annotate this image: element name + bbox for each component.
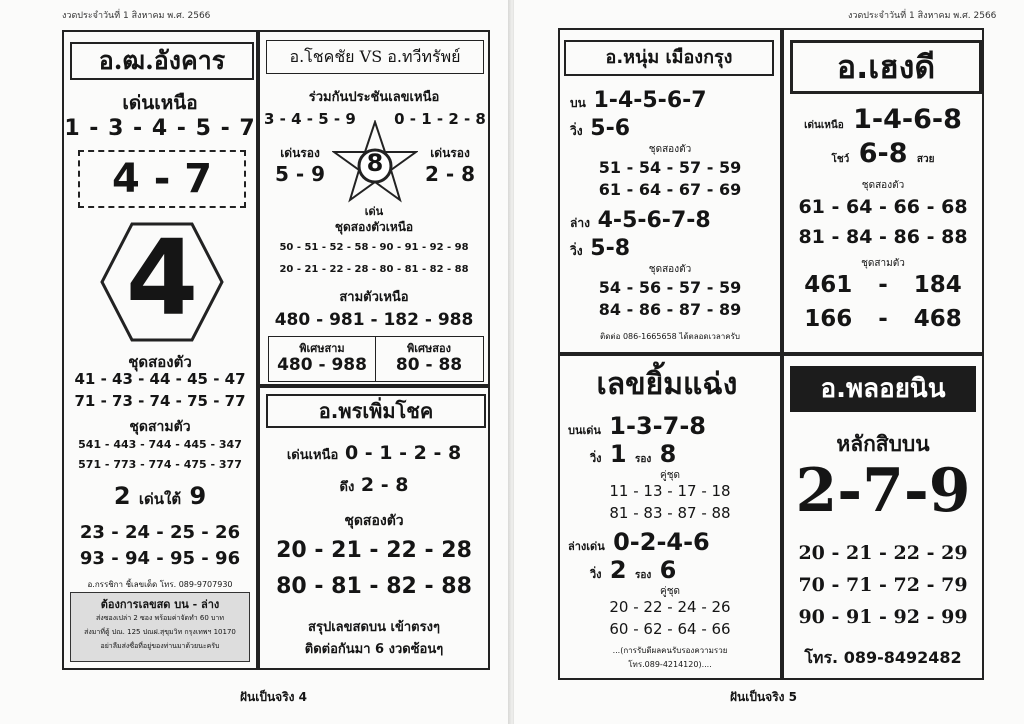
three-row-1-dash: - <box>878 272 888 298</box>
three-label: ชุดสามตัว <box>129 419 191 435</box>
three-row: 480 - 981 - 182 - 988 <box>274 310 474 330</box>
bottom-run: 5-8 <box>590 236 631 261</box>
right-page <box>514 0 1024 724</box>
left-pair: 5 - 9 <box>274 162 326 186</box>
three-label: สามตัวเหนือ <box>339 290 409 305</box>
top-label: บนเด่น <box>568 424 601 437</box>
single-digit: 4 <box>125 217 199 339</box>
right-label: เด่นรอง <box>430 146 470 160</box>
lead-low-label: เด่นใต้ <box>138 490 182 508</box>
bottom-run-sub: รอง <box>634 570 652 581</box>
bottom-run-label: วิ่ง <box>590 568 602 581</box>
star-label: เด่น <box>364 205 384 218</box>
two-row-1: 41 - 43 - 44 - 45 - 47 <box>74 370 246 388</box>
lead-low <box>64 482 256 511</box>
low-row-2: 93 - 94 - 95 - 96 <box>79 548 241 569</box>
pair-value: 4 - 7 <box>111 156 213 202</box>
run-line <box>590 440 770 468</box>
run-label: วิ่ง <box>590 452 602 465</box>
column-num-muangkrung <box>558 28 782 354</box>
two-label: ชุดสองตัว <box>344 513 404 529</box>
column-title: อ.พรเพิ่มโชค <box>266 394 486 428</box>
column-hengdee <box>782 28 984 354</box>
lead-digits: 1-4-6-8 <box>853 104 962 135</box>
three-row-1-a: 461 <box>804 272 853 298</box>
row-3: 90 - 91 - 92 - 99 <box>798 606 968 628</box>
ad-line-2: ส่งมาที่ตู้ ปณ. 125 ปณฝ.สุขุมวิท กรุงเทพฯ 10170 <box>84 628 236 636</box>
three-row-2-a: 166 <box>804 306 853 332</box>
three-row-1 <box>784 272 982 298</box>
three-row-2: 571 - 773 - 774 - 475 - 377 <box>78 458 242 471</box>
special-box <box>268 336 484 382</box>
contact-line: ติดต่อ 086-1665658 ได้ตลอดเวลาครับ <box>600 332 740 341</box>
three-row-1-b: 184 <box>913 272 962 298</box>
left-page-header: งวดประจำวันที่ 1 สิงหาคม พ.ศ. 2566 <box>62 11 211 21</box>
left-page <box>0 0 510 724</box>
pair-box <box>78 150 246 208</box>
pull-digits: 2 - 8 <box>360 474 409 496</box>
column-yim-chaeng <box>558 354 782 680</box>
special3-value: 480 - 988 <box>277 355 367 375</box>
three-row-2-b: 468 <box>913 306 962 332</box>
bottom-label: ล่างเด่น <box>568 540 605 553</box>
three-label: ชุดสามตัว <box>861 258 905 269</box>
ad-line-3: อย่าลืมส่งซื่อที่อยู่ของท่านมาด้วยนะครับ <box>100 642 220 650</box>
bottom-digits: 0-2-4-6 <box>613 528 710 556</box>
main-number: 2-7-9 <box>795 456 971 526</box>
column-angkan <box>62 30 258 670</box>
top-run-label: วิ่ง <box>570 124 583 138</box>
pair-row-1: 11 - 13 - 17 - 18 <box>609 482 731 500</box>
subtitle: หลักสิบบน <box>836 432 930 456</box>
bottom-run-a: 2 <box>609 556 627 584</box>
top-two-label: ชุดสองตัว <box>648 144 692 155</box>
two-row-1: 61 - 64 - 66 - 68 <box>798 196 968 218</box>
column-title: อ.ฒ.อังคาร <box>70 42 254 80</box>
pairs-label: คู่ชุด <box>660 470 680 481</box>
top-line <box>570 88 770 113</box>
top-row-2: 61 - 64 - 67 - 69 <box>598 180 742 199</box>
column-pornpermchok <box>258 386 490 670</box>
row-2: 80 - 81 - 82 - 88 <box>276 574 472 599</box>
lead-label: เด่นเหนือ <box>122 92 198 114</box>
subtitle: ร่วมกันประชันเลขเหนือ <box>308 90 440 105</box>
show-label: โชว์ <box>831 154 850 165</box>
pair2-row-2: 60 - 62 - 64 - 66 <box>609 620 731 638</box>
lead-line <box>260 442 488 465</box>
column-title: อ.โชคชัย VS อ.ทวีทรัพย์ <box>266 40 484 74</box>
two-row-2: 20 - 21 - 22 - 28 - 80 - 81 - 82 - 88 <box>279 264 469 275</box>
top-row-1: 51 - 54 - 57 - 59 <box>598 158 742 177</box>
column-chokchai-vs-taweesap <box>258 30 490 386</box>
special2-value: 80 - 88 <box>395 355 463 375</box>
top-run: 5-6 <box>590 116 631 141</box>
phone: โทร. 089-8492482 <box>804 648 962 667</box>
top-label: บน <box>570 96 586 110</box>
right-pair: 2 - 8 <box>424 162 476 186</box>
two-label: ชุดสองตัวเหนือ <box>334 220 414 234</box>
bottom-run-b: 6 <box>659 556 677 584</box>
ad-box <box>70 592 250 662</box>
bottom-line <box>570 208 770 233</box>
run-sub: รอง <box>634 454 652 465</box>
lead-digits: 0 - 1 - 2 - 8 <box>344 442 462 464</box>
top-digits: 1-4-5-6-7 <box>593 88 707 113</box>
pull-label: ดึง <box>339 480 355 495</box>
contact-line: อ.กรรชิกา ชี้เลขเด็ด โทร. 089-9707930 <box>87 580 233 589</box>
run-a: 1 <box>609 440 627 468</box>
special2-label: พิเศษสอง <box>407 342 451 355</box>
show-digits: 6-8 <box>858 138 908 169</box>
two-row-2: 81 - 84 - 86 - 88 <box>798 226 968 248</box>
left-digits: 3 - 4 - 5 - 9 <box>264 110 356 128</box>
top-run-line <box>570 116 770 141</box>
two-row-1: 50 - 51 - 52 - 58 - 90 - 91 - 92 - 98 <box>279 242 469 253</box>
bottom-line <box>568 528 776 556</box>
bottom-row-2: 84 - 86 - 87 - 89 <box>598 300 742 319</box>
ad-title: ต้องการเลขสด บน - ล่าง <box>100 598 220 611</box>
lead-digits: 1 - 3 - 4 - 5 - 7 <box>64 116 256 141</box>
run-b: 8 <box>659 440 677 468</box>
bottom-label: ล่าง <box>570 216 590 230</box>
bottom-run-line <box>590 556 770 584</box>
two-label: ชุดสองตัว <box>861 180 905 191</box>
three-row-1: 541 - 443 - 744 - 445 - 347 <box>78 438 242 451</box>
special3-label: พิเศษสาม <box>299 342 345 355</box>
lead-line <box>784 104 982 135</box>
column-title: อ.พลอยนิน <box>790 366 976 412</box>
low-row-1: 23 - 24 - 25 - 26 <box>79 522 241 543</box>
show-line <box>784 138 982 169</box>
two-label: ชุดสองตัว <box>128 353 192 371</box>
column-title: อ.หนุ่ม เมืองกรุง <box>564 40 774 76</box>
column-title: เลขยิ้มแฉ่ง <box>596 367 738 402</box>
column-ploynin <box>782 354 984 680</box>
pair2-row-1: 20 - 22 - 24 - 26 <box>609 598 731 616</box>
lead-label: เด่นเหนือ <box>804 120 844 131</box>
bottom-run-label: วิ่ง <box>570 244 583 258</box>
left-page-footer: ฝันเป็นจริง 4 <box>240 690 308 704</box>
pairs2-label: คู่ชุด <box>660 586 680 597</box>
pair-row-2: 81 - 83 - 87 - 88 <box>609 504 731 522</box>
note-1: ...(การรับดีผลคนรับรองความรวย <box>612 646 728 655</box>
two-row-2: 71 - 73 - 74 - 75 - 77 <box>74 392 246 410</box>
left-label: เด่นรอง <box>280 146 320 160</box>
lead-low-a: 2 <box>113 482 131 510</box>
note-2: โทร.089-4214120).... <box>628 660 712 669</box>
bottom-row-1: 54 - 56 - 57 - 59 <box>598 278 742 297</box>
lead-low-b: 9 <box>189 482 207 510</box>
three-row-2-dash: - <box>878 306 888 332</box>
bottom-digits: 4-5-6-7-8 <box>597 208 711 233</box>
row-2: 70 - 71 - 72 - 79 <box>798 574 968 596</box>
note-1: สรุปเลขสดบน เข้าตรงๆ <box>308 620 440 635</box>
column-title: อ.เฮงดี <box>790 40 982 94</box>
ad-line-1: ส่งซองเปล่า 2 ซอง พร้อมค่าจัดทำ 60 บาท <box>96 614 224 622</box>
row-1: 20 - 21 - 22 - 28 <box>276 538 472 563</box>
star-digit: 8 <box>366 149 384 177</box>
top-digits: 1-3-7-8 <box>609 412 706 440</box>
pull-line <box>260 474 488 497</box>
bottom-run-line <box>570 236 770 261</box>
right-page-header: งวดประจำวันที่ 1 สิงหาคม พ.ศ. 2566 <box>848 11 997 21</box>
note-2: ติดต่อกันมา 6 งวดซ้อนๆ <box>304 642 444 657</box>
lead-label: เด่นเหนือ <box>286 448 339 463</box>
right-digits: 0 - 1 - 2 - 8 <box>394 110 486 128</box>
right-page-footer: ฝันเป็นจริง 5 <box>730 690 798 704</box>
row-1: 20 - 21 - 22 - 29 <box>798 542 968 564</box>
top-line <box>568 412 776 440</box>
bottom-two-label: ชุดสองตัว <box>648 264 692 275</box>
show-suffix: สวย <box>916 154 935 165</box>
three-row-2 <box>784 306 982 332</box>
